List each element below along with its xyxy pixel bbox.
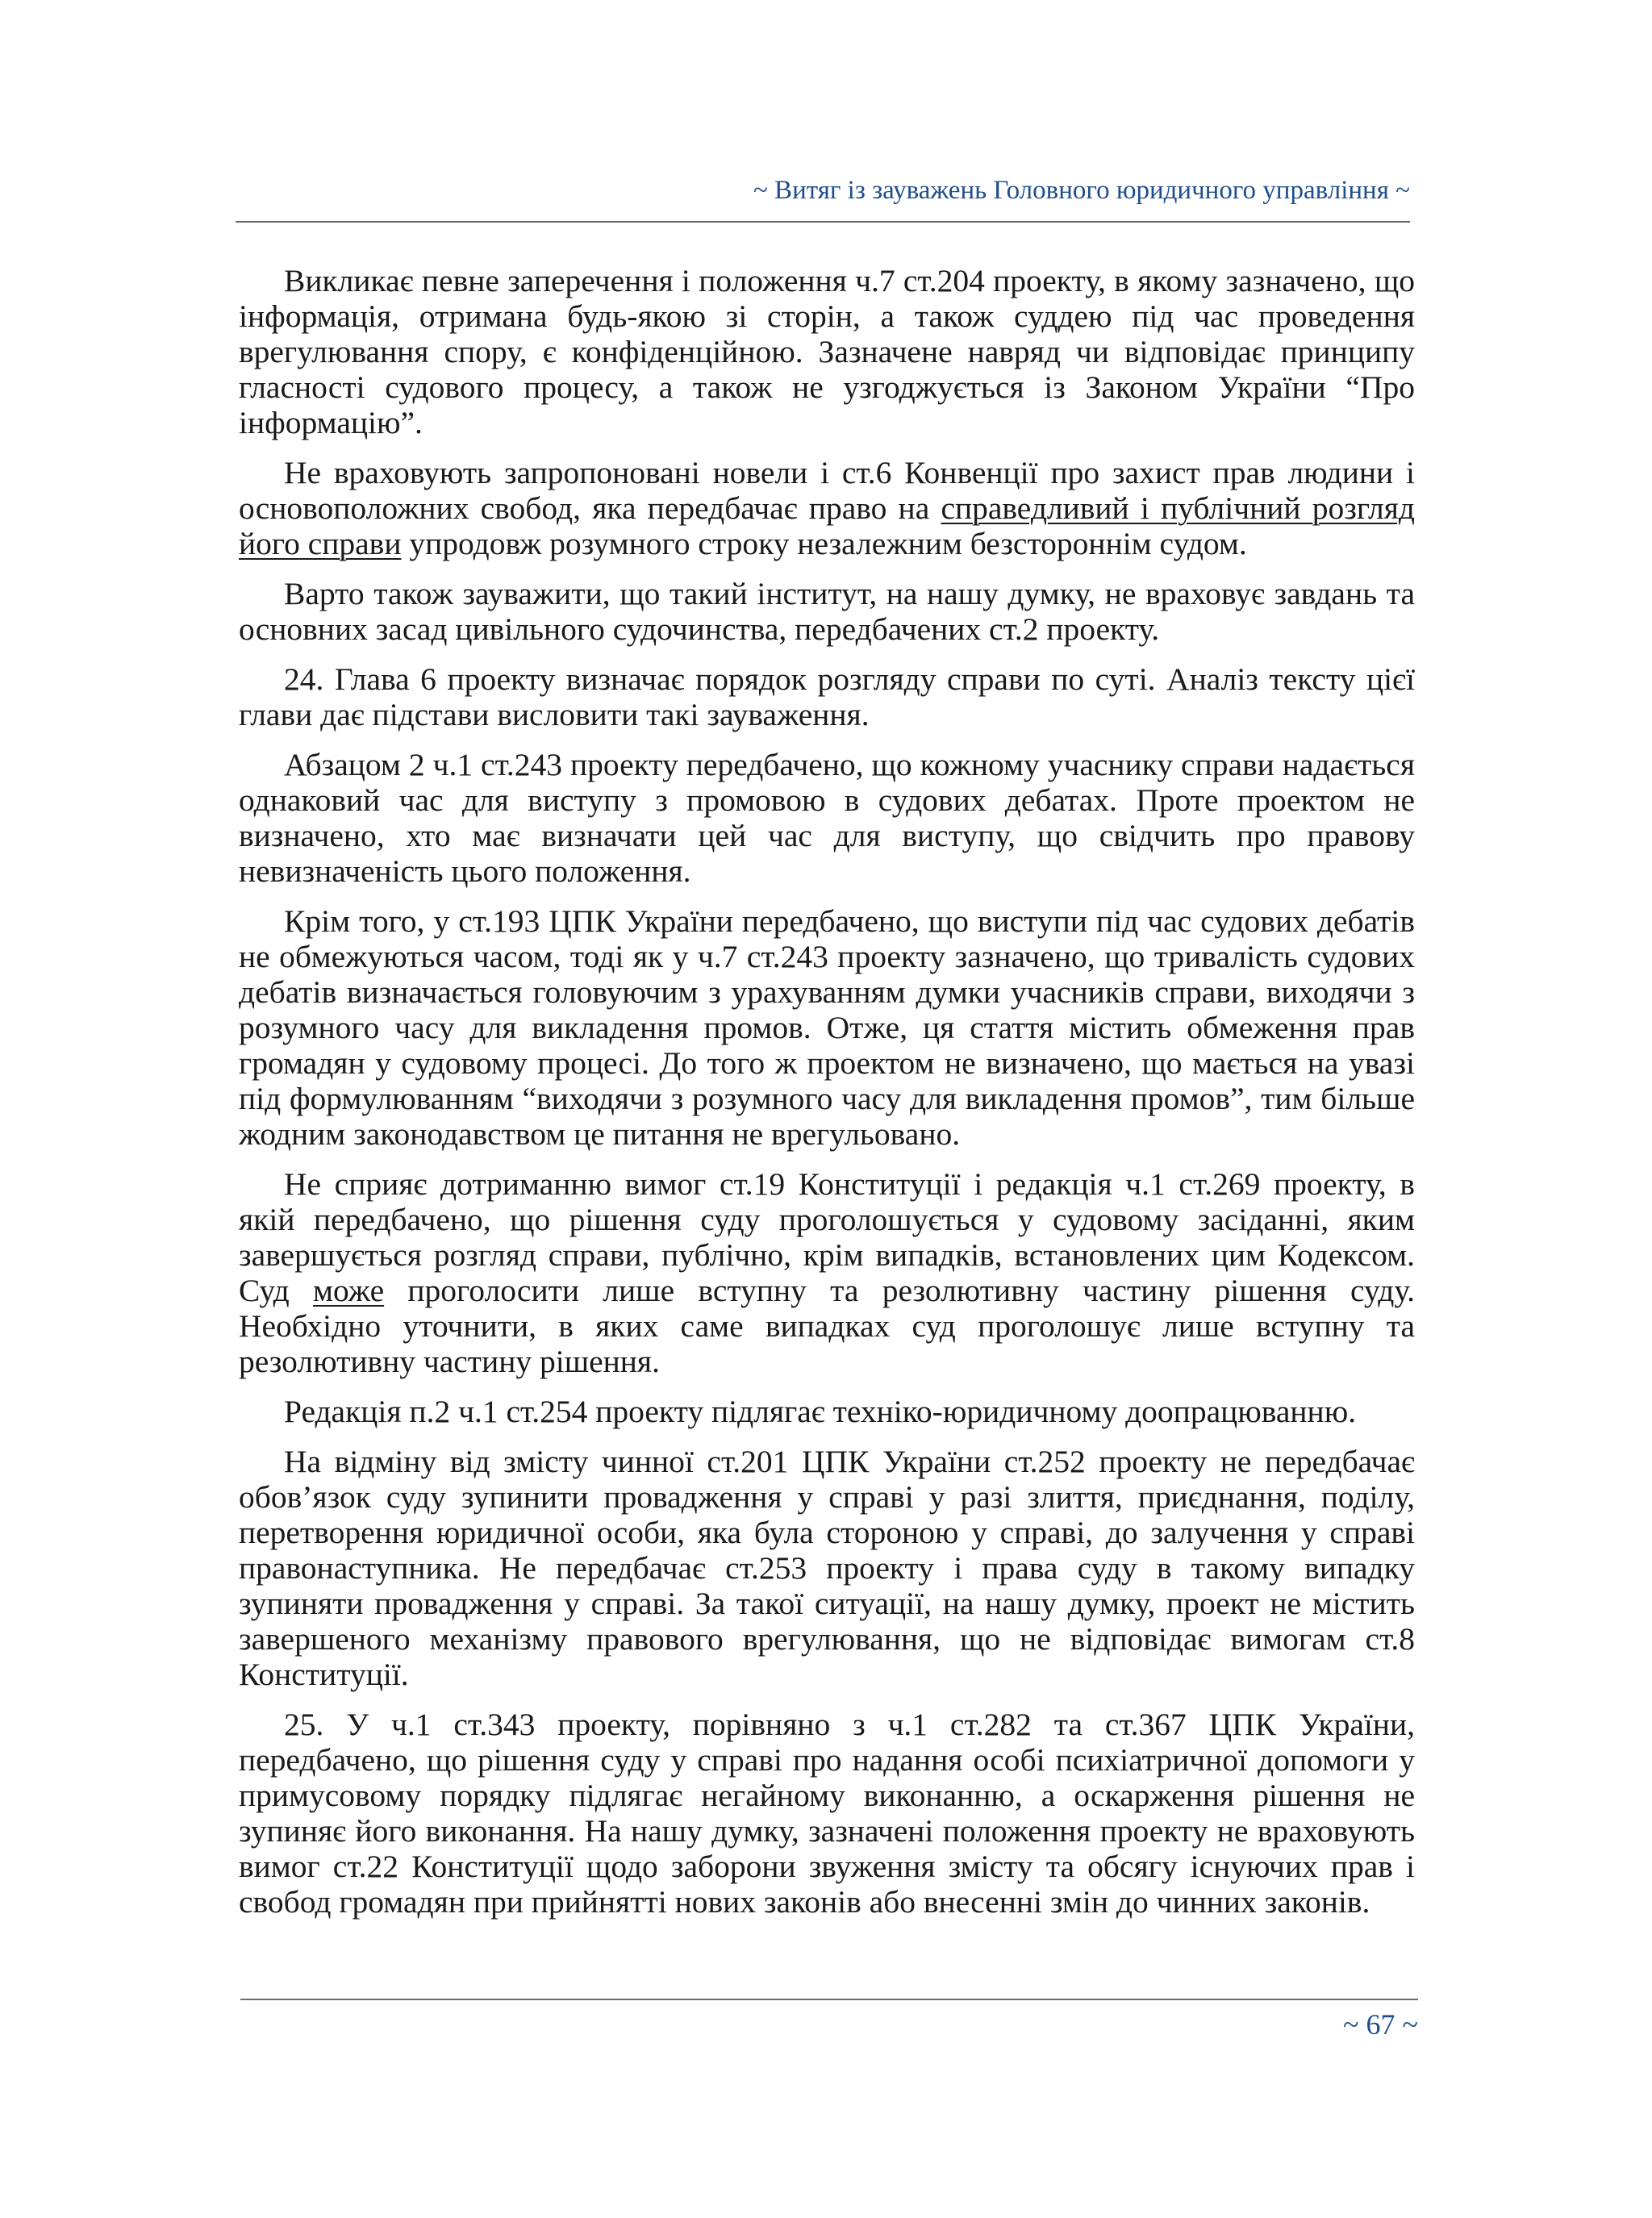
paragraph-7-text-after: проголосити лише вступну та резолютивну частину рішення суду. Необхідно уточнити, в яких саме випадках суд проголошує лише вступну та резолютивну частину рішення.	[239, 1273, 1415, 1379]
running-header: ~ Витяг із зауважень Головного юридичного управління ~	[753, 176, 1410, 205]
paragraph-7-text-before: Не сприяє дотриманню вимог ст.19 Конституції і редакція ч.1 ст.269 проекту, в якій передбачено, що рішення суду проголошується у судовому засіданні, яким завершується розгляд справи, публічно, крім випадків, встановлених цим Кодексом. Суд	[239, 1166, 1415, 1308]
header-divider	[236, 221, 1410, 223]
footer-divider	[240, 1999, 1418, 2000]
page-number: ~ 67 ~	[1343, 2008, 1418, 2041]
paragraph-4: 24. Глава 6 проекту визначає порядок розгляду справи по суті. Аналіз тексту цієї глави дає підстави висловити такі зауваження.	[239, 661, 1415, 732]
paragraph-6: Крім того, у ст.193 ЦПК України передбачено, що виступи під час судових дебатів не обмежуються часом, тоді як у ч.7 ст.243 проекту зазначено, що тривалість судових дебатів визначається головуючим з урахуванням думки учасників справи, виходячи з розумного часу для викладення промов. Отже, ця стаття містить обмеження прав громадян у судовому процесі. До того ж проектом не визначено, що мається на увазі під формулюванням “виходячи з розумного часу для викладення промов”, тим більше жодним законодавством це питання не врегульовано.	[239, 903, 1415, 1152]
underlined-phrase-fair-public-hearing: справедливий і публічний розгляд його справи	[239, 490, 1415, 561]
paragraph-8: Редакція п.2 ч.1 ст.254 проекту підлягає техніко-юридичному доопрацюванню.	[284, 1394, 1357, 1429]
paragraph-5: Абзацом 2 ч.1 ст.243 проекту передбачено, що кожному учаснику справи надається однаковий час для виступу з промовою в судових дебатах. Проте проектом не визначено, хто має визначати цей час для виступу, що свідчить про правову невизначеність цього положення.	[239, 747, 1415, 889]
paragraph-9: На відміну від змісту чинної ст.201 ЦПК України ст.252 проекту не передбачає обов’язок суду зупинити провадження у справі у разі злиття, приєднання, поділу, перетворення юридичної особи, яка була стороною у справі, до залучення у справі правонаступника. Не передбачає ст.253 проекту і права суду в такому випадку зупиняти провадження у справі. За такої ситуації, на нашу думку, проект не містить завершеного механізму правового врегулювання, що не відповідає вимогам ст.8 Конституції.	[239, 1444, 1415, 1692]
paragraph-2	[239, 455, 1415, 561]
paragraph-2-text-before: Не враховують запропоновані новели і ст.6 Конвенції про захист прав людини і основоположних свобод, яка передбачає право на	[239, 455, 1415, 526]
document-body	[239, 263, 1415, 1934]
paragraph-2-text-after: упродовж розумного строку незалежним безстороннім судом.	[401, 526, 1247, 561]
underlined-word-may: може	[313, 1273, 385, 1308]
paragraph-3: Варто також зауважити, що такий інститут, на нашу думку, не враховує завдань та основних засад цивільного судочинства, передбачених ст.2 проекту.	[239, 576, 1415, 647]
paragraph-1: Викликає певне заперечення і положення ч.7 ст.204 проекту, в якому зазначено, що інформація, отримана будь-якою зі сторін, а також суддею під час проведення врегулювання спору, є конфіденційною. Зазначене навряд чи відповідає принципу гласності судового процесу, а також не узгоджується із Законом України “Про інформацію”.	[239, 263, 1415, 440]
paragraph-10: 25. У ч.1 ст.343 проекту, порівняно з ч.1 ст.282 та ст.367 ЦПК України, передбачено, що рішення суду у справі про надання особі психіатричної допомоги у примусовому порядку підлягає негайному виконанню, а оскарження рішення не зупиняє його виконання. На нашу думку, зазначені положення проекту не враховують вимог ст.22 Конституції щодо заборони звуження змісту та обсягу існуючих прав і свобод громадян при прийнятті нових законів або внесенні змін до чинних законів.	[239, 1707, 1415, 1920]
paragraph-7	[239, 1166, 1415, 1379]
